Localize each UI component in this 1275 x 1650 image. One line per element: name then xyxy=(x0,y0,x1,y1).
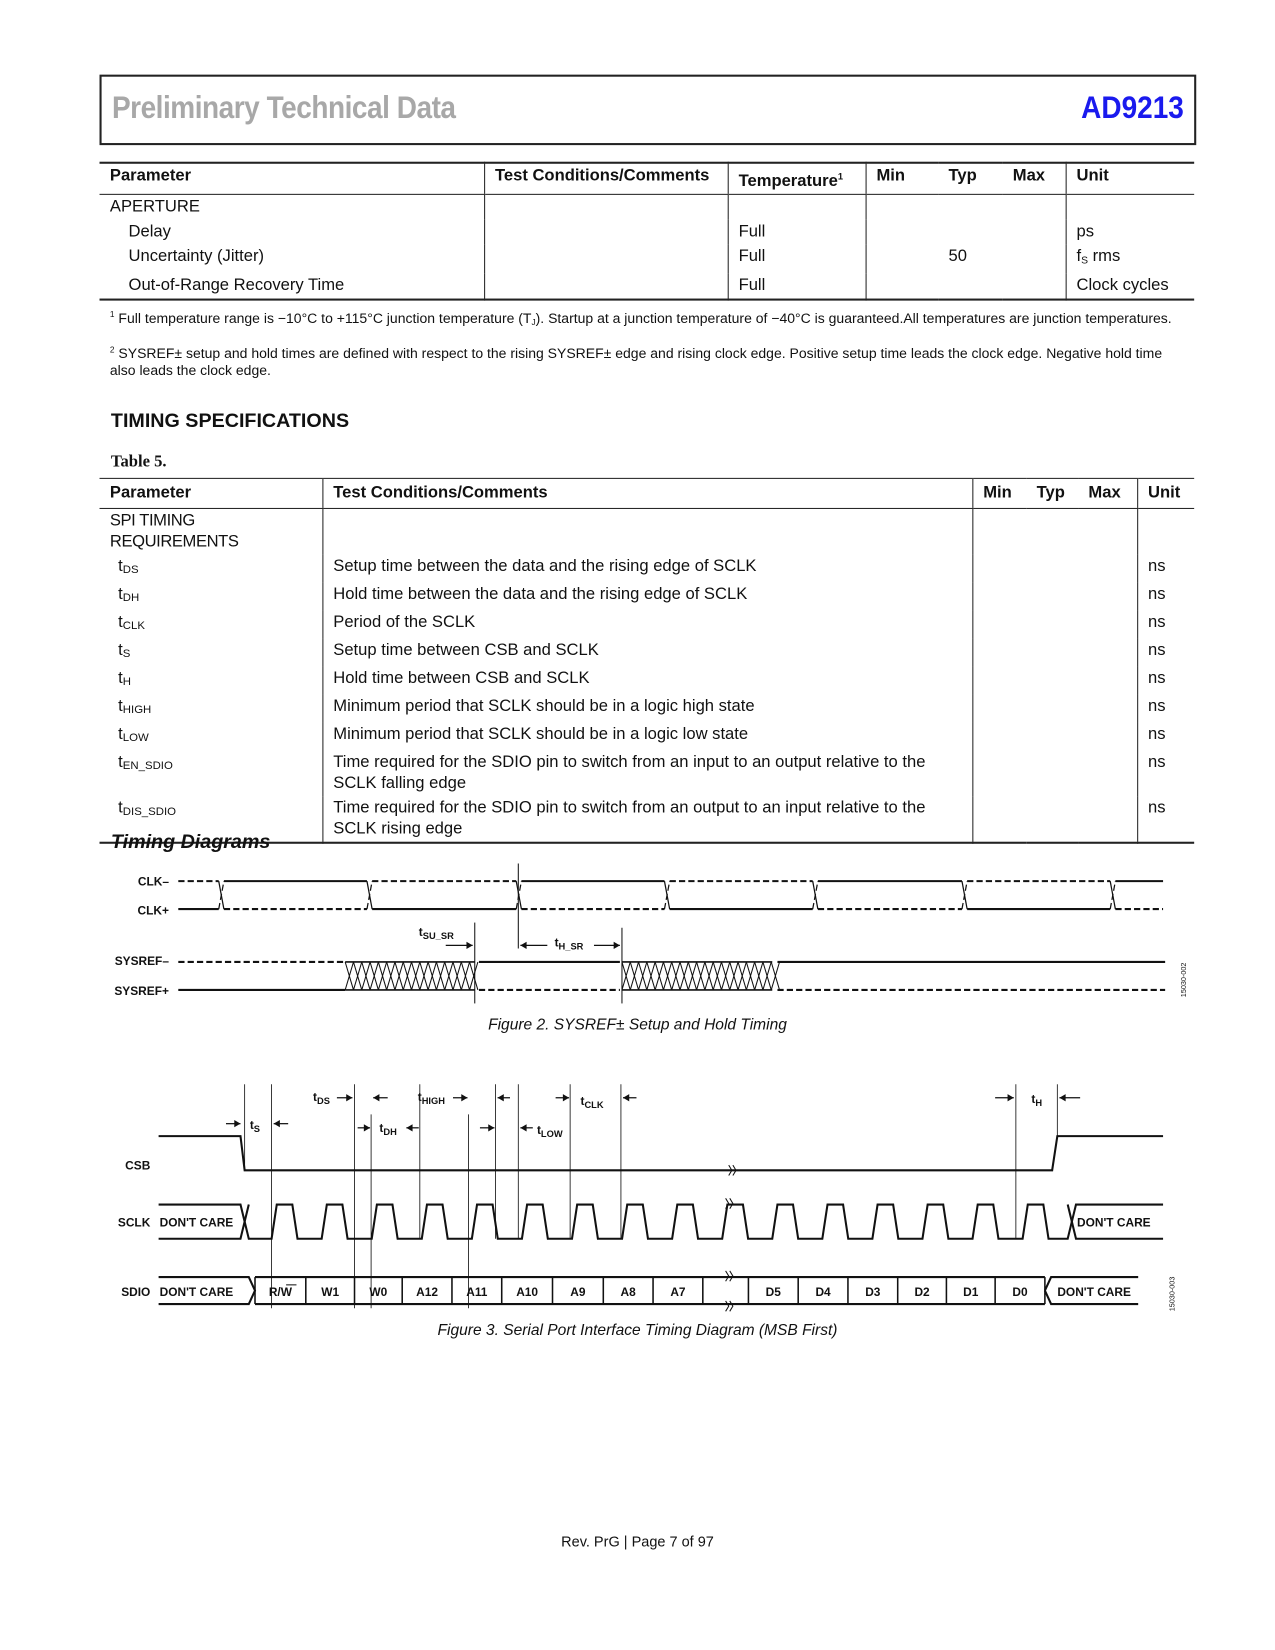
th-label: $t_{H\_SR}$ xyxy=(554,935,584,952)
sdio-bit: D1 xyxy=(963,1284,979,1299)
param-subscript: DH xyxy=(122,591,140,605)
sysref-hatch xyxy=(738,962,746,990)
dont-care-label: DON'T CARE xyxy=(159,1284,234,1299)
arrow-head-icon xyxy=(1008,1094,1014,1101)
sysref-hatch xyxy=(630,962,638,990)
timing-label-ts: $t_S$ xyxy=(249,1117,261,1134)
arrow-head-icon xyxy=(346,1094,352,1101)
param-symbol: t xyxy=(118,641,123,660)
sysref-hatch xyxy=(680,962,688,990)
col-header: Min xyxy=(866,163,939,195)
footnote-text: Full temperature range is −10°C to +115°C junction temperature (T xyxy=(118,310,532,327)
col-header: Unit xyxy=(1137,478,1194,508)
footnote-mark: 2 xyxy=(109,345,115,355)
cell-unit: ps xyxy=(1066,220,1195,245)
sysref-hatch xyxy=(453,962,461,990)
col-header: Parameter xyxy=(100,163,485,195)
param-subscript: LOW xyxy=(122,731,149,745)
param-subscript: DS xyxy=(122,563,139,577)
param-symbol: t xyxy=(118,557,123,576)
param-symbol: t xyxy=(118,613,123,632)
sysref-hatch xyxy=(461,962,469,990)
footnote-text: SYSREF± setup and hold times are defined with respect to the rising SYSREF± edge and rising clock edge. Positive setup time leads the clock edge. Negative hold time also leads the clock edge. xyxy=(109,345,1163,379)
cell-description: Minimum period that SCLK should be in a logic high state xyxy=(322,695,972,723)
arrow-head-icon xyxy=(461,1094,467,1101)
cell-unit: ns xyxy=(1137,667,1194,695)
sysref-hatch xyxy=(697,962,705,990)
part-number: AD9213 xyxy=(1081,91,1184,126)
param-symbol: t xyxy=(118,669,123,688)
cell-temperature: Full xyxy=(728,220,866,245)
unit-suffix: rms xyxy=(1088,248,1121,266)
arrow-head-icon xyxy=(623,1094,629,1101)
figure-caption: Figure 2. SYSREF± Setup and Hold Timing xyxy=(488,1015,787,1034)
sdio-bit: D3 xyxy=(865,1284,881,1299)
arrow-head-icon xyxy=(1059,1094,1065,1101)
sclk-wave xyxy=(159,1205,1163,1239)
sysref-hatch xyxy=(403,962,411,990)
sdio-bit: A8 xyxy=(620,1284,636,1299)
param-symbol: t xyxy=(118,753,123,772)
sdio-bit: D2 xyxy=(914,1284,930,1299)
timing-label-tds: $t_{DS}$ xyxy=(313,1089,330,1106)
sdio-bit: A7 xyxy=(670,1284,686,1299)
signal-label: CLK– xyxy=(137,874,169,889)
cell-temperature: Full xyxy=(728,274,866,300)
param-subscript: HIGH xyxy=(122,703,152,717)
cell-unit: ns xyxy=(1137,555,1194,583)
sdio-bit: A9 xyxy=(570,1284,586,1299)
sysref-hatch xyxy=(622,962,630,990)
sysref-hatch xyxy=(420,962,428,990)
arrow-head-icon xyxy=(614,942,620,949)
sysref-hatch-border xyxy=(622,962,772,990)
param-subscript: H xyxy=(122,675,132,689)
sysref-hatch xyxy=(639,962,647,990)
page-footer: Rev. PrG | Page 7 of 97 xyxy=(561,1533,714,1550)
col-header: Unit xyxy=(1066,163,1195,195)
unit-symbol: f xyxy=(1076,248,1082,266)
param-subscript: CLK xyxy=(122,619,145,633)
dont-care-label: DON'T CARE xyxy=(1057,1284,1131,1299)
group-label: SPI TIMING REQUIREMENTS xyxy=(109,512,239,551)
timing-label-tclk: $t_{CLK}$ xyxy=(580,1094,604,1111)
signal-label: SCLK xyxy=(117,1215,151,1230)
cell-unit: ns xyxy=(1137,750,1194,796)
sysref-hatch xyxy=(755,962,763,990)
tsu-label: $t_{SU\_SR}$ xyxy=(418,925,454,942)
col-header: Parameter xyxy=(100,478,323,508)
dont-care-label: DON'T CARE xyxy=(159,1215,234,1230)
cell-description: Setup time between the data and the rising edge of SCLK xyxy=(322,555,972,583)
timing-label-th: $t_H$ xyxy=(1031,1091,1043,1109)
signal-label: SYSREF+ xyxy=(114,984,169,999)
cell-unit: ns xyxy=(1137,723,1194,751)
sysref-hatch xyxy=(647,962,655,990)
footnote-mark: 1 xyxy=(109,309,115,320)
figure-id: 15030-003 xyxy=(1167,1276,1177,1312)
figure-id: 15030-002 xyxy=(1178,962,1188,998)
arrow-head-icon xyxy=(488,1124,494,1131)
arrow-head-icon xyxy=(498,1094,504,1101)
arrow-head-icon xyxy=(563,1094,569,1101)
section-heading: TIMING SPECIFICATIONS xyxy=(110,410,350,433)
sdio-bit: D5 xyxy=(765,1284,781,1299)
param-symbol: t xyxy=(118,697,123,716)
signal-label: CSB xyxy=(125,1158,151,1173)
sdio-bit: A10 xyxy=(516,1284,539,1299)
signal-label: SDIO xyxy=(121,1284,151,1299)
sysref-hatch xyxy=(353,962,361,990)
sysref-hatch xyxy=(412,962,420,990)
timing-label-thigh: $t_{HIGH}$ xyxy=(417,1089,445,1106)
cell-unit: ns xyxy=(1137,695,1194,723)
col-header: Test Conditions/Comments xyxy=(484,163,728,195)
param-subscript: DIS_SDIO xyxy=(122,805,177,818)
cell-unit: ns xyxy=(1137,796,1194,843)
cell-parameter: Out-of-Range Recovery Time xyxy=(128,277,345,295)
sdio-bit: D4 xyxy=(815,1284,831,1299)
signal-label: CLK+ xyxy=(137,903,169,918)
dont-care-label: DON'T CARE xyxy=(1077,1215,1151,1230)
sysref-hatch xyxy=(370,962,378,990)
param-symbol: t xyxy=(118,585,123,604)
param-subscript: EN_SDIO xyxy=(122,759,173,773)
col-header: Max xyxy=(1078,478,1137,508)
unit-subscript: S xyxy=(1081,255,1089,267)
sdio-bit: W1 xyxy=(321,1284,340,1299)
signal-label: SYSREF– xyxy=(114,954,169,969)
param-subscript: S xyxy=(122,647,131,661)
col-header: Test Conditions/Comments xyxy=(322,478,972,508)
col-header: Max xyxy=(1002,163,1065,195)
cell-typ: 50 xyxy=(948,248,967,266)
col-header: Min xyxy=(972,478,1026,508)
sysref-hatch xyxy=(763,962,771,990)
sysref-hatch xyxy=(436,962,444,990)
sysref-hatch xyxy=(445,962,453,990)
sdio-bit: A12 xyxy=(416,1284,439,1299)
arrow-head-icon xyxy=(373,1094,379,1101)
footnote-ref: 1 xyxy=(837,171,844,182)
cell-unit: ns xyxy=(1137,639,1194,667)
cell-description: Hold time between CSB and SCLK xyxy=(322,667,972,695)
sysref-timing-figure xyxy=(114,874,1187,998)
cell-unit: Clock cycles xyxy=(1066,274,1195,300)
sysref-hatch xyxy=(705,962,713,990)
sysref-hatch xyxy=(746,962,754,990)
sysref-hatch xyxy=(730,962,738,990)
cell-parameter: APERTURE xyxy=(109,198,200,216)
arrow-head-icon xyxy=(364,1124,370,1131)
arrow-head-icon xyxy=(234,1120,240,1127)
arrow-head-icon xyxy=(520,1124,526,1131)
sysref-hatch xyxy=(771,962,779,990)
cell-description: Time required for the SDIO pin to switch from an input to an output relative to the SCLK falling edge xyxy=(322,750,972,796)
timing-label-tlow: $t_{LOW}$ xyxy=(536,1123,563,1140)
col-header-text: Temperature xyxy=(738,172,838,191)
sysref-hatch xyxy=(721,962,729,990)
sysref-hatch xyxy=(345,962,353,990)
sdio-bit: D0 xyxy=(1012,1284,1028,1299)
arrow-head-icon xyxy=(406,1124,412,1131)
cell-temperature: Full xyxy=(728,245,866,274)
col-header: Typ xyxy=(938,163,1002,195)
sdio-bit: W0 xyxy=(369,1284,388,1299)
footnote-text: ). Startup at a junction temperature of −40°C is guaranteed.All temperatures are junction temperatures. xyxy=(535,310,1172,327)
cell-description: Setup time between CSB and SCLK xyxy=(322,639,972,667)
csb-wave xyxy=(159,1136,1163,1170)
cell-parameter: Uncertainty (Jitter) xyxy=(128,248,265,266)
sysref-hatch xyxy=(378,962,386,990)
sysref-hatch xyxy=(470,962,478,990)
cell-description: Period of the SCLK xyxy=(322,611,972,639)
cell-unit: ns xyxy=(1137,611,1194,639)
cell-parameter: Delay xyxy=(128,223,171,241)
figure-caption: Figure 3. Serial Port Interface Timing Diagram (MSB First) xyxy=(437,1321,838,1340)
param-symbol: t xyxy=(118,725,123,744)
cell-description: Hold time between the data and the rising edge of SCLK xyxy=(322,583,972,611)
cell-unit: ns xyxy=(1137,583,1194,611)
sysref-hatch xyxy=(655,962,663,990)
arrow-head-icon xyxy=(520,942,526,949)
col-header: Typ xyxy=(1026,478,1078,508)
arrow-head-icon xyxy=(274,1120,280,1127)
sysref-hatch xyxy=(428,962,436,990)
sysref-hatch xyxy=(663,962,671,990)
sdio-bit: A11 xyxy=(466,1284,488,1299)
cell-description: Minimum period that SCLK should be in a logic low state xyxy=(322,723,972,751)
sysref-hatch xyxy=(395,962,403,990)
param-symbol: t xyxy=(118,799,123,817)
timing-label-tdh: $t_{DH}$ xyxy=(379,1120,397,1138)
sysref-hatch xyxy=(688,962,696,990)
sysref-hatch xyxy=(362,962,370,990)
arrow-head-icon xyxy=(466,942,472,949)
header-title: Preliminary Technical Data xyxy=(111,91,456,126)
sdio-bit-read-write: R/W xyxy=(268,1284,292,1299)
sysref-hatch xyxy=(672,962,680,990)
table-label: Table 5. xyxy=(110,452,167,471)
cell-description: Time required for the SDIO pin to switch from an output to an input relative to the SCLK rising edge xyxy=(322,796,972,843)
sysref-hatch xyxy=(387,962,395,990)
subsection-heading: Timing Diagrams xyxy=(110,831,271,854)
footnote-sub: J xyxy=(531,317,536,328)
sysref-hatch xyxy=(713,962,721,990)
